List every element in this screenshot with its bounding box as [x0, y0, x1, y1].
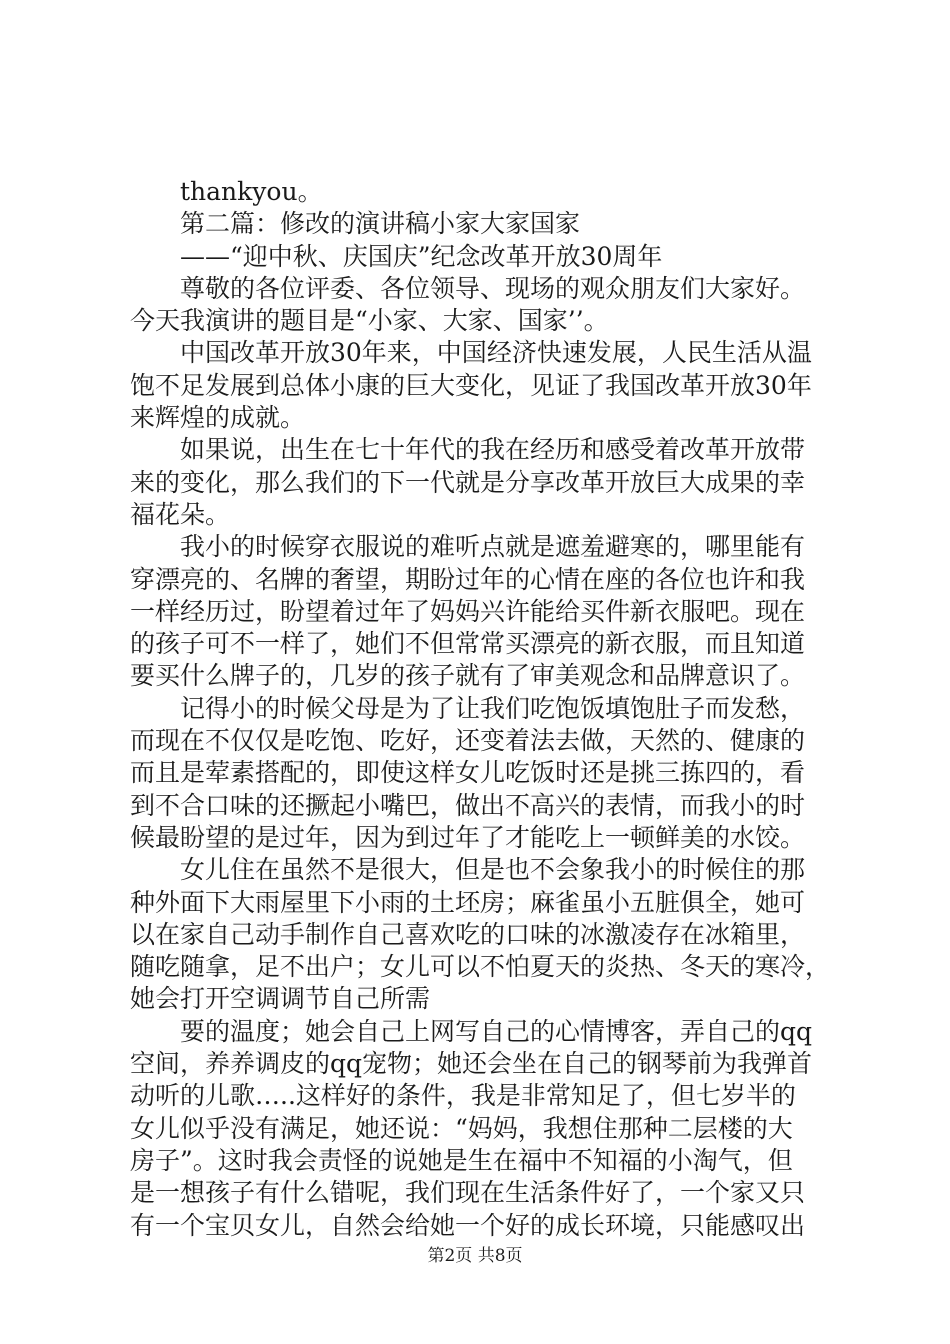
text-line: 有一个宝贝女儿，自然会给她一个好的成长环境，只能感叹出: [130, 1210, 806, 1240]
text-line: thankyou。: [180, 177, 323, 206]
text-line: 今天我演讲的题目是“小家、大家、国家’’。: [130, 306, 609, 336]
text-line: 种外面下大雨屋里下小雨的土坯房；麻雀虽小五脏俱全，她可: [130, 887, 806, 917]
text-line: 来辉煌的成就。: [130, 403, 306, 433]
text-line: 福花朵。: [130, 499, 231, 529]
text-line: 以在家自己动手制作自己喜欢吃的口味的冰激凌存在冰箱里，: [130, 919, 806, 949]
text-line: 随吃随拿，足不出户；女儿可以不怕夏天的炎热、冬天的寒冷，: [130, 952, 831, 982]
text-line: 要的温度；她会自己上网写自己的心情博客，弄自己的qq: [180, 1016, 813, 1046]
text-line: 的孩子可不一样了，她们不但常常买漂亮的新衣服，而且知道: [130, 629, 806, 659]
text-line: ——“迎中秋、庆国庆”纪念改革开放30周年: [180, 241, 663, 271]
text-line: 而且是荤素搭配的，即使这样女儿吃饭时还是挑三拣四的，看: [130, 758, 806, 788]
text-line: 而现在不仅仅是吃饱、吃好，还变着法去做，天然的、健康的: [130, 726, 806, 756]
text-line: 尊敬的各位评委、各位领导、现场的观众朋友们大家好。: [180, 273, 806, 303]
page-footer: 第2页 共8页: [427, 1246, 523, 1266]
text-line: 一样经历过，盼望着过年了妈妈兴许能给买件新衣服吧。现在: [130, 596, 806, 626]
text-line: 来的变化，那么我们的下一代就是分享改革开放巨大成果的幸: [130, 467, 806, 497]
text-line: 女儿住在虽然不是很大，但是也不会象我小的时候住的那: [180, 855, 806, 885]
text-line: 空间，养养调皮的qq宠物；她还会坐在自己的钢琴前为我弹首: [130, 1049, 813, 1079]
text-line: 记得小的时候父母是为了让我们吃饱饭填饱肚子而发愁，: [180, 693, 806, 723]
document-body: [130, 176, 830, 1242]
text-line: 她会打开空调调节自己所需: [130, 984, 431, 1014]
text-line: 到不合口味的还撅起小嘴巴，做出不高兴的表情，而我小的时: [130, 790, 806, 820]
text-line: 女儿似乎没有满足，她还说：“妈妈，我想住那种二层楼的大: [130, 1113, 793, 1143]
text-line: 第二篇：修改的演讲稿小家大家国家: [180, 209, 581, 239]
text-line: 候最盼望的是过年，因为到过年了才能吃上一顿鲜美的水饺。: [130, 822, 806, 852]
text-line: 中国改革开放30年来，中国经济快速发展，人民生活从温: [180, 338, 812, 368]
text-line: 如果说，出生在七十年代的我在经历和感受着改革开放带: [180, 435, 806, 465]
text-line: 是一想孩子有什么错呢，我们现在生活条件好了，一个家又只: [130, 1178, 806, 1208]
text-line: 穿漂亮的、名牌的奢望，期盼过年的心情在座的各位也许和我: [130, 564, 806, 594]
text-line: 要买什么牌子的，几岁的孩子就有了审美观念和品牌意识了。: [130, 661, 806, 691]
text-line: 我小的时候穿衣服说的难听点就是遮羞避寒的，哪里能有: [180, 532, 806, 562]
text-line: 饱不足发展到总体小康的巨大变化，见证了我国改革开放30年: [130, 370, 812, 400]
text-line: 房子”。这时我会责怪的说她是生在福中不知福的小淘气，但: [130, 1145, 793, 1175]
text-line: 动听的儿歌…..这样好的条件，我是非常知足了，但七岁半的: [130, 1081, 796, 1111]
